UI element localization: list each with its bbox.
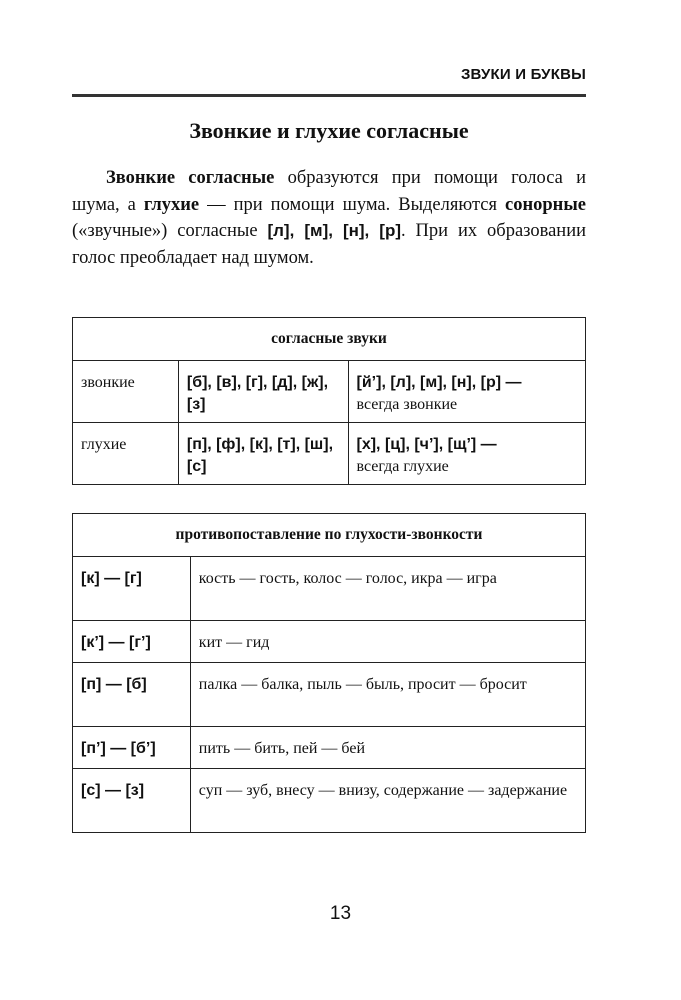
pair-cell bbox=[73, 727, 191, 769]
word-examples: пить — бить, пей — бей bbox=[198, 740, 366, 757]
paired-sounds: [б], [в], [г], [д], [ж], [з] bbox=[186, 374, 329, 413]
unpaired-content bbox=[349, 423, 586, 478]
paired-cell bbox=[178, 423, 348, 485]
running-head: ЗВУКИ И БУКВЫ bbox=[460, 66, 586, 83]
table-row bbox=[73, 769, 586, 833]
sound-pair: [с] — [з] bbox=[81, 782, 145, 799]
unpaired-content bbox=[349, 361, 586, 416]
table-row bbox=[73, 663, 586, 727]
paragraph-text-2: — при помощи шума. Выделяются bbox=[199, 194, 505, 215]
unpaired-note: всегда звонкие bbox=[356, 396, 458, 413]
examples-cell bbox=[190, 663, 585, 727]
examples-cell bbox=[190, 769, 585, 833]
paragraph-text-1: образуются при помощи голоса и шума, а bbox=[72, 168, 586, 215]
sound-pair: [п’] — [б’] bbox=[81, 740, 156, 757]
unpaired-sounds: [х], [ц], [ч’], [щ’] — bbox=[356, 436, 497, 453]
opposition-table bbox=[72, 513, 586, 833]
sound-pair: [к] — [г] bbox=[81, 570, 142, 587]
term-voiceless: глухие bbox=[143, 194, 200, 215]
word-examples: суп — зуб, внесу — внизу, содержание — задержание bbox=[198, 782, 568, 799]
word-examples: кость — гость, колос — голос, икра — игра bbox=[198, 570, 497, 587]
pair-cell bbox=[73, 769, 191, 833]
opposition-table-header: противопоставление по глухости-звонкости bbox=[73, 514, 586, 557]
word-examples: кит — гид bbox=[198, 634, 270, 651]
term-sonorant: сонорные bbox=[505, 194, 586, 215]
sound-pair: [п] — [б] bbox=[81, 676, 147, 693]
header-rule bbox=[72, 94, 586, 97]
examples-cell bbox=[190, 621, 585, 663]
word-examples: палка — балка, пыль — быль, просит — бросит bbox=[198, 676, 527, 693]
term-voiced: Звонкие согласные bbox=[106, 168, 275, 188]
examples-cell bbox=[190, 557, 585, 621]
row-label-cell bbox=[73, 423, 179, 485]
paired-cell bbox=[178, 361, 348, 423]
unpaired-note: всегда глухие bbox=[356, 458, 449, 475]
consonants-table bbox=[72, 317, 586, 485]
paired-sounds: [п], [ф], [к], [т], [ш], [с] bbox=[186, 436, 334, 475]
table-row bbox=[73, 621, 586, 663]
unpaired-cell bbox=[348, 423, 586, 485]
unpaired-sounds: [й’], [л], [м], [н], [р] — bbox=[356, 374, 522, 391]
examples-cell bbox=[190, 727, 585, 769]
table-row bbox=[73, 423, 586, 485]
section-title: Звонкие и глухие согласные bbox=[189, 118, 469, 143]
intro-paragraph bbox=[72, 165, 586, 271]
row-label: звонкие bbox=[81, 374, 135, 391]
table-row bbox=[73, 557, 586, 621]
table-row bbox=[73, 361, 586, 423]
row-label-cell bbox=[73, 361, 179, 423]
row-label: глухие bbox=[81, 436, 127, 453]
table-row bbox=[73, 727, 586, 769]
pair-cell bbox=[73, 557, 191, 621]
sound-pair: [к’] — [г’] bbox=[81, 634, 151, 651]
page-number: 13 bbox=[329, 903, 352, 924]
pair-cell bbox=[73, 621, 191, 663]
consonants-table-header: согласные звуки bbox=[73, 318, 586, 361]
pair-cell bbox=[73, 663, 191, 727]
unpaired-cell bbox=[348, 361, 586, 423]
paragraph-text-4: . При их образовании голос преобладает над шумом. bbox=[72, 221, 587, 268]
sonorant-sounds: [л], [м], [н], [р] bbox=[267, 221, 401, 240]
paragraph-text-3: («звучные») согласные bbox=[72, 221, 268, 241]
